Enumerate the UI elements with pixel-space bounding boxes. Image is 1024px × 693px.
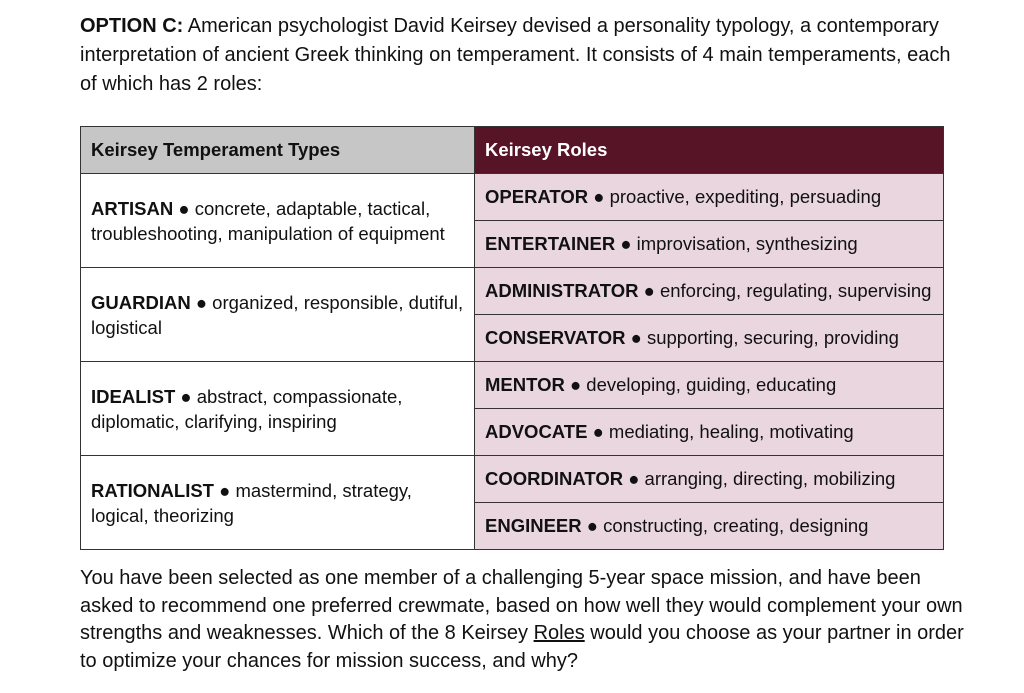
role-cell-conservator [475,315,944,362]
role-cell-operator [475,174,944,221]
temperament-cell-artisan [81,174,475,268]
header-roles: Keirsey Roles [475,127,944,174]
role-name: OPERATOR [485,186,589,207]
keirsey-table [80,126,944,550]
intro-paragraph [80,12,970,99]
role-cell-engineer [475,503,944,550]
role-cell-advocate [475,409,944,456]
role-desc: proactive, expediting, persuading [609,186,882,207]
role-desc: improvisation, synthesizing [636,233,858,254]
bullet-separator: ● [638,280,660,301]
role-desc: constructing, creating, designing [603,515,869,536]
role-name: ADMINISTRATOR [485,280,639,301]
roles-underlined: Roles [533,622,585,644]
option-label: OPTION C: [80,15,184,37]
temperament-cell-rationalist [81,456,475,550]
role-name: ENTERTAINER [485,233,616,254]
role-cell-entertainer [475,221,944,268]
temperament-desc: mastermind, strategy, logical, theorizing [91,479,412,526]
table-row [81,268,944,315]
bullet-separator: ● [625,327,647,348]
bullet-separator: ● [190,291,213,313]
role-desc: mediating, healing, motivating [608,421,854,442]
bullet-separator: ● [623,468,645,489]
bullet-separator: ● [587,421,609,442]
role-name: COORDINATOR [485,468,624,489]
header-temperament-types: Keirsey Temperament Types [81,127,475,174]
bullet-separator: ● [175,385,197,407]
bullet-separator: ● [213,479,236,501]
bullet-separator: ● [581,515,604,536]
bullet-separator: ● [173,197,195,219]
temperament-cell-idealist [81,362,475,456]
role-name: MENTOR [485,374,565,395]
intro-text: American psychologist David Keirsey devised a personality typology, a contemporary interpretation of ancient Greek thinking on temperament. It consists of 4 main temperaments, each of which has 2 roles: [80,15,951,95]
role-desc: supporting, securing, providing [646,327,899,348]
table-row [81,174,944,221]
temperament-name: GUARDIAN [91,291,191,313]
table-row [81,456,944,503]
bullet-separator: ● [564,374,587,395]
temperament-name: RATIONALIST [91,479,214,501]
table-header-row [81,127,944,174]
question-text-before: You have been selected as one member of a challenging 5-year space mission, and have been asked to recommend one preferred crewmate, based on how well they would complement your own strengths and weaknesses. Which of the 8 Keirsey [80,567,963,644]
role-desc: enforcing, regulating, supervising [659,280,932,301]
temperament-desc: concrete, adaptable, tactical, troubleshooting, manipulation of equipment [91,197,445,244]
role-cell-mentor [475,362,944,409]
temperament-name: ARTISAN [91,197,174,219]
bullet-separator: ● [615,233,637,254]
role-name: ADVOCATE [485,421,588,442]
role-name: CONSERVATOR [485,327,626,348]
question-text-after: would you choose as your partner in order to optimize your chances for mission success, and why? [80,622,964,672]
bullet-separator: ● [588,186,610,207]
role-cell-administrator [475,268,944,315]
role-desc: developing, guiding, educating [586,374,837,395]
role-desc: arranging, directing, mobilizing [644,468,896,489]
role-name: ENGINEER [485,515,582,536]
role-cell-coordinator [475,456,944,503]
temperament-cell-guardian [81,268,475,362]
table-row [81,362,944,409]
temperament-desc: organized, responsible, dutiful, logistical [91,291,464,338]
question-paragraph [80,565,970,675]
temperament-desc: abstract, compassionate, diplomatic, clarifying, inspiring [91,385,403,432]
temperament-name: IDEALIST [91,385,176,407]
